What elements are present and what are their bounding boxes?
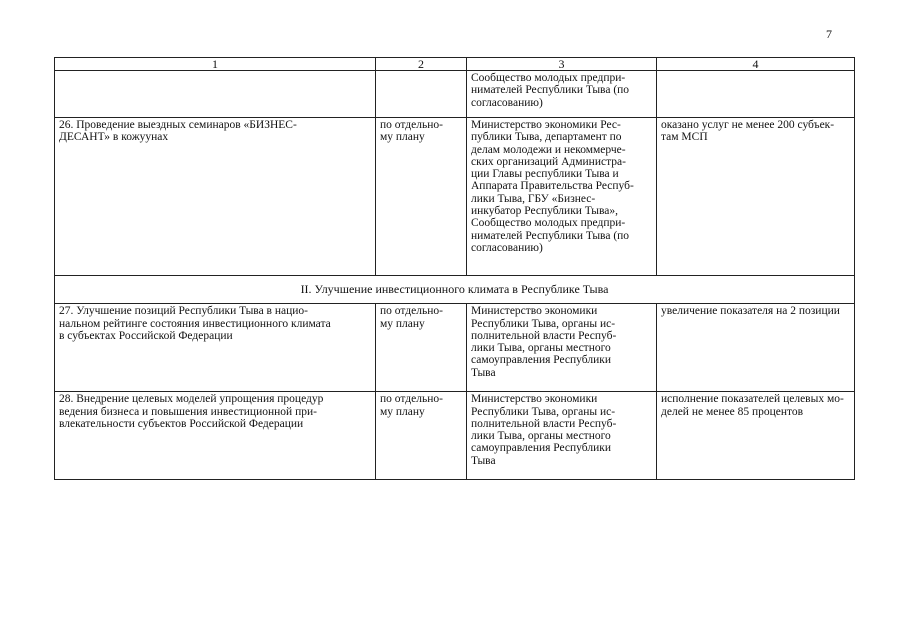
result-cell: оказано услуг не менее 200 субъек- там МСП bbox=[657, 118, 855, 276]
table-row-26 bbox=[55, 118, 855, 276]
responsible-cell: Сообщество молодых предпри- нимателей Республики Тыва (по согласованию) bbox=[467, 71, 657, 118]
deadline-cell bbox=[376, 71, 467, 118]
table-header-row bbox=[55, 58, 855, 71]
deadline-cell: по отдельно- му плану bbox=[376, 392, 467, 480]
deadline-cell: по отдельно- му плану bbox=[376, 118, 467, 276]
responsible-cell: Министерство экономики Рес- публики Тыва, департамент по делам молодежи и некоммерче- ских организаций Администра- ции Главы республики Тыва и Аппарата Правительства Респуб- лики Тыва, ГБУ «Бизнес- инкубатор Республики Тыва», Сообщество молодых предпри- нимателей Республики Тыва (по согласованию) bbox=[467, 118, 657, 276]
column-header-4: 4 bbox=[657, 58, 855, 71]
table-row-continuation bbox=[55, 71, 855, 118]
measure-cell: 27. Улучшение позиций Республики Тыва в нацио- нальном рейтинге состояния инвестиционного климата в субъектах Российской Федерации bbox=[55, 304, 376, 392]
table-row-27 bbox=[55, 304, 855, 392]
result-cell: исполнение показателей целевых мо- делей не менее 85 процентов bbox=[657, 392, 855, 480]
responsible-cell: Министерство экономики Республики Тыва, органы ис- полнительной власти Респуб- лики Тыва, органы местного самоуправления Республики Тыва bbox=[467, 392, 657, 480]
measure-cell: 28. Внедрение целевых моделей упрощения процедур ведения бизнеса и повышения инвестиционной при- влекательности субъектов Российской Федерации bbox=[55, 392, 376, 480]
table-row-28 bbox=[55, 392, 855, 480]
deadline-cell: по отдельно- му плану bbox=[376, 304, 467, 392]
column-header-3: 3 bbox=[467, 58, 657, 71]
measures-table bbox=[54, 57, 855, 480]
measure-cell bbox=[55, 71, 376, 118]
page-number: 7 bbox=[826, 27, 832, 41]
column-header-2: 2 bbox=[376, 58, 467, 71]
section-title: II. Улучшение инвестиционного климата в Республике Тыва bbox=[55, 276, 855, 304]
measure-cell: 26. Проведение выездных семинаров «БИЗНЕС- ДЕСАНТ» в кожуунах bbox=[55, 118, 376, 276]
result-cell bbox=[657, 71, 855, 118]
section-heading-row bbox=[55, 276, 855, 304]
column-header-1: 1 bbox=[55, 58, 376, 71]
result-cell: увеличение показателя на 2 позиции bbox=[657, 304, 855, 392]
responsible-cell: Министерство экономики Республики Тыва, органы ис- полнительной власти Респуб- лики Тыва, органы местного самоуправления Республики Тыва bbox=[467, 304, 657, 392]
